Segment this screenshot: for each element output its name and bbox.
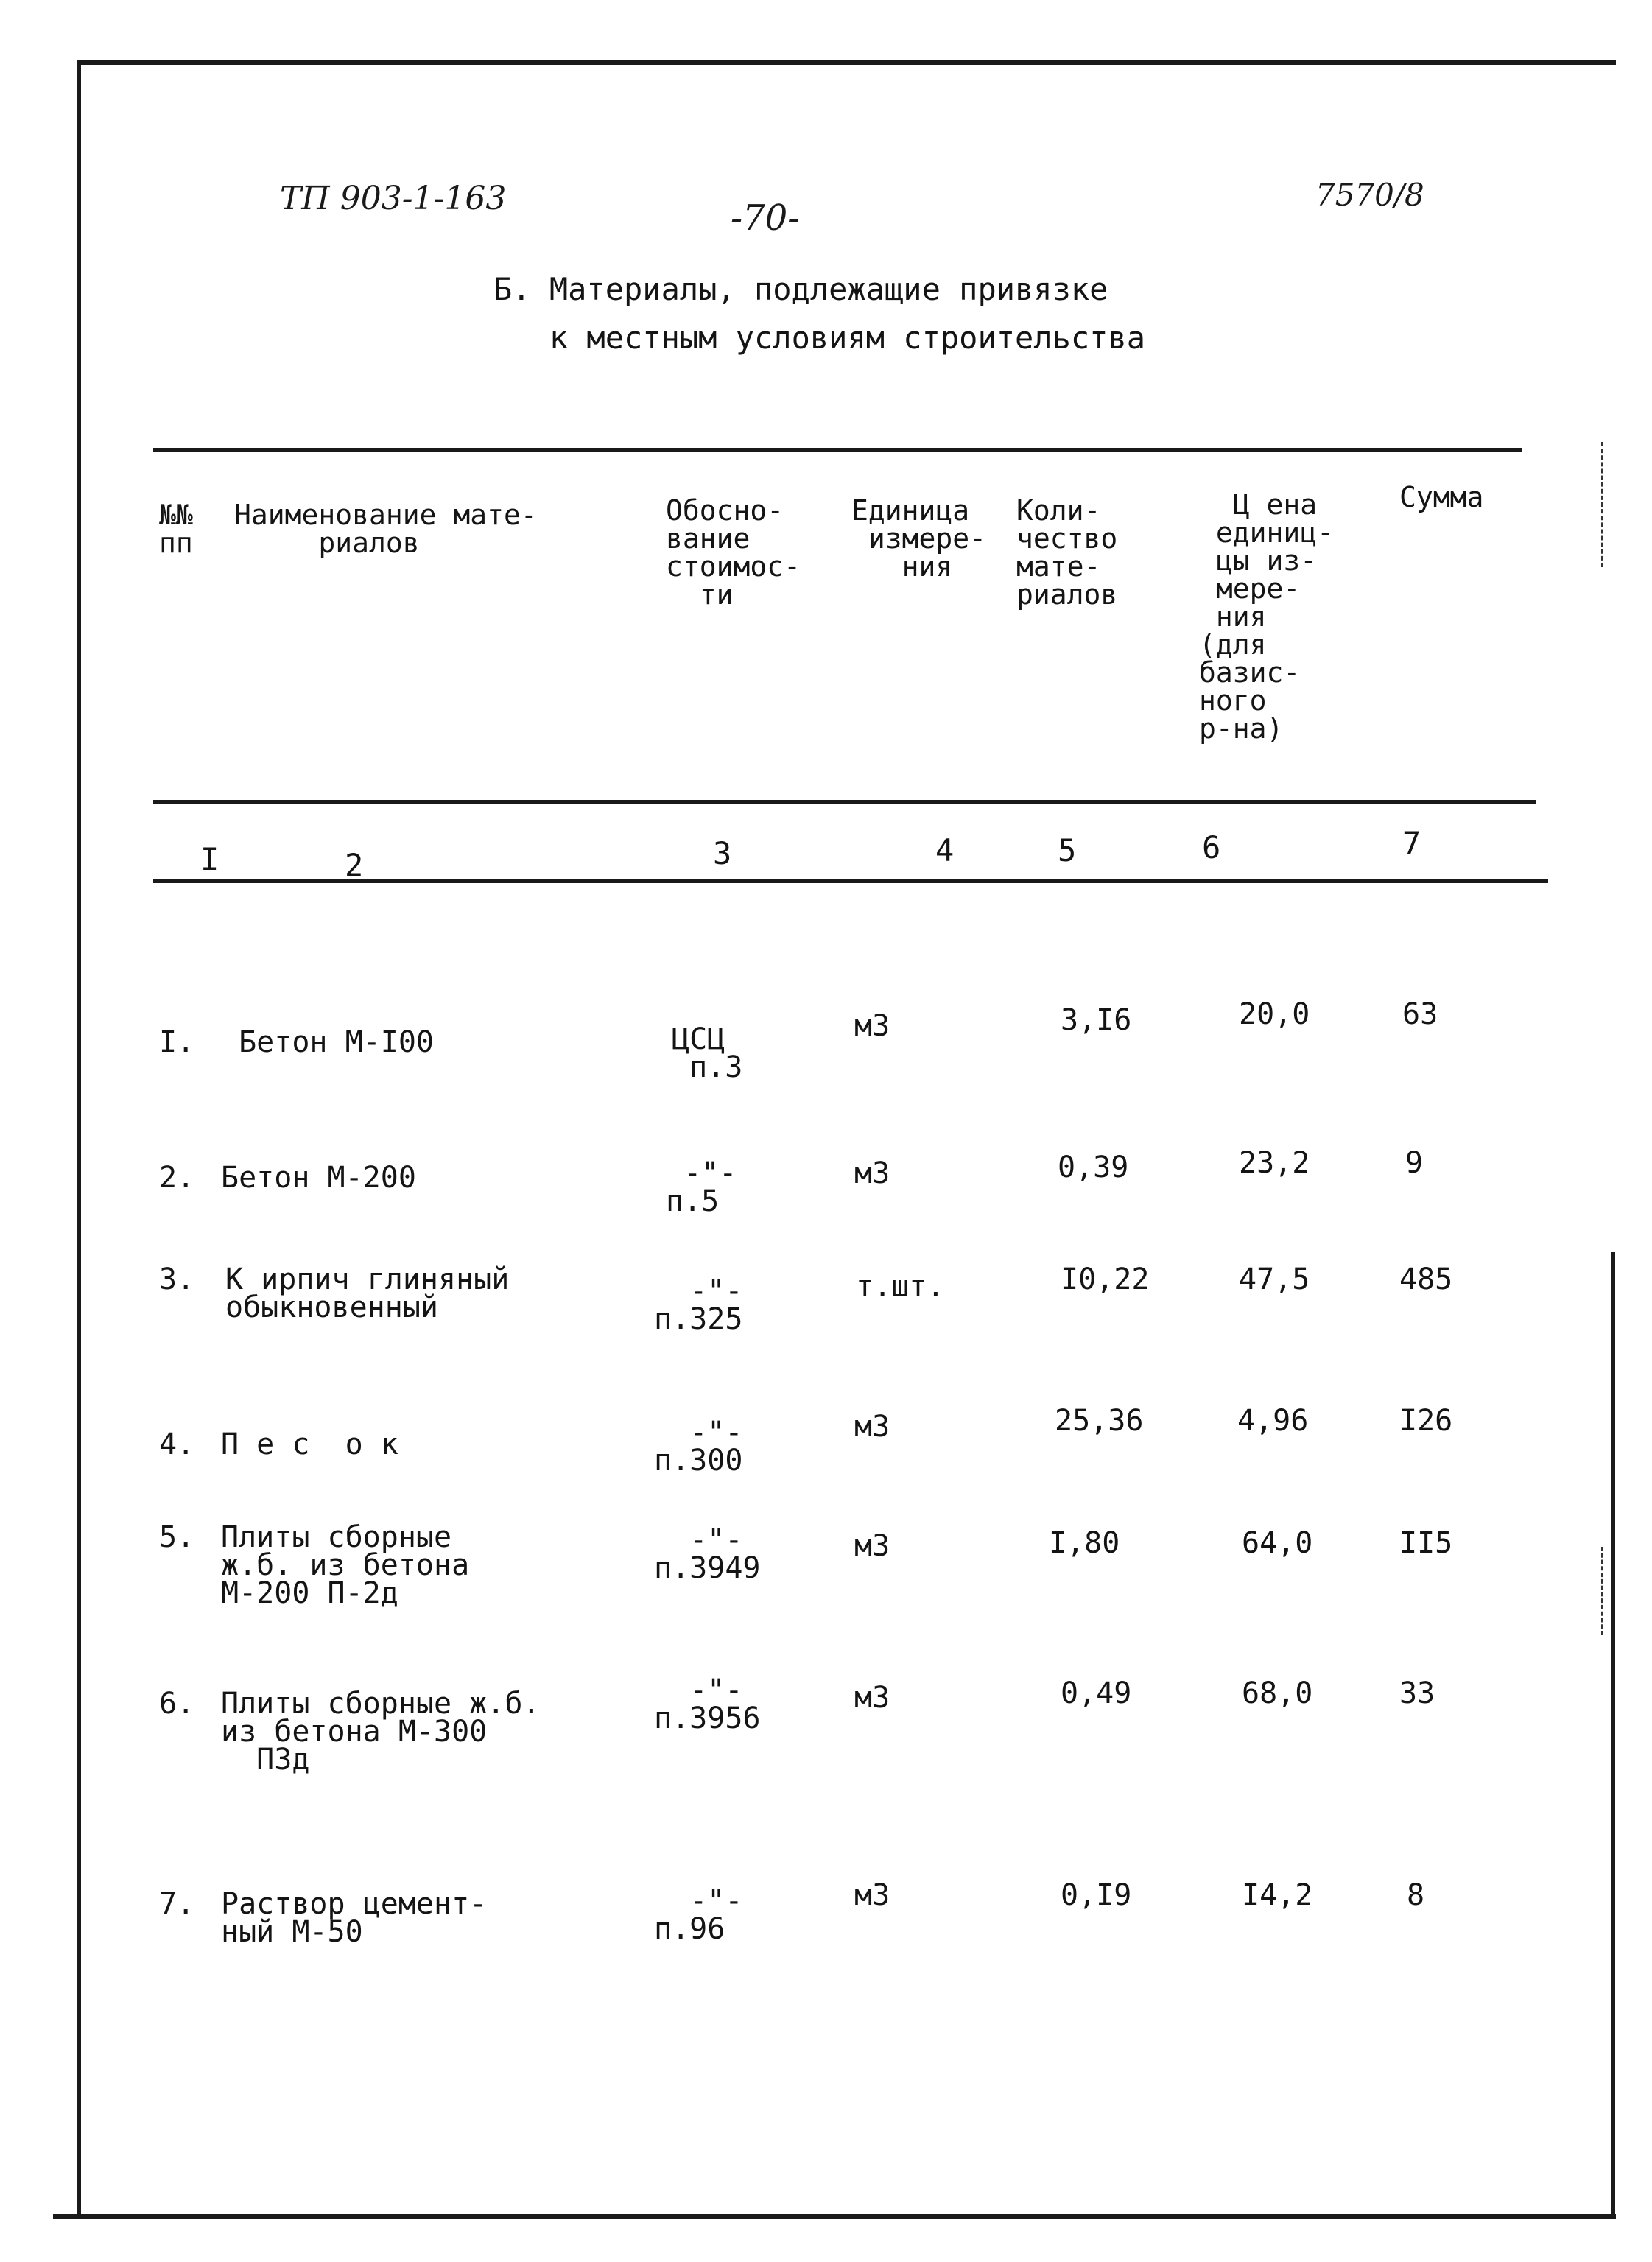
unit-price: 47,5 xyxy=(1239,1262,1310,1296)
sum: 63 xyxy=(1402,997,1438,1031)
material-name: Плиты сборные ж.б. из бетона М-200 П-2д xyxy=(221,1520,470,1610)
material-name: П е с о к xyxy=(221,1427,398,1461)
unit: м3 xyxy=(854,1009,890,1043)
column-header-quantity: Коли- чество мате- риалов xyxy=(1016,494,1118,611)
sum: I26 xyxy=(1399,1404,1453,1438)
quantity: I,80 xyxy=(1049,1526,1120,1560)
cost-basis: -"- п.3956 xyxy=(654,1673,761,1735)
column-header-sum: Сумма xyxy=(1399,481,1484,513)
column-header-name: Наименование мате- риалов xyxy=(234,499,538,559)
sum: 8 xyxy=(1407,1878,1425,1912)
column-header-unit: Единица измере- ния xyxy=(851,494,987,583)
quantity: 0,49 xyxy=(1061,1676,1132,1710)
table-header-rule xyxy=(153,800,1536,804)
cost-basis: -"- п.3949 xyxy=(654,1523,761,1585)
frame-bottom-border xyxy=(53,2214,1616,2219)
column-number: 6 xyxy=(1202,829,1221,865)
edge-mark-upper xyxy=(1601,442,1603,567)
row-number: 3. xyxy=(159,1262,195,1296)
quantity: 25,36 xyxy=(1055,1404,1144,1438)
column-number: 7 xyxy=(1402,825,1421,861)
unit-price: 64,0 xyxy=(1242,1526,1313,1560)
column-number: 5 xyxy=(1058,832,1077,868)
quantity: 0,I9 xyxy=(1061,1878,1132,1912)
unit-price: I4,2 xyxy=(1242,1878,1313,1912)
unit: м3 xyxy=(854,1681,890,1715)
row-number: 6. xyxy=(159,1687,195,1721)
table-top-rule xyxy=(153,448,1522,452)
title-line-2: к местным условиям строительства xyxy=(549,320,1146,356)
unit-price: 4,96 xyxy=(1237,1404,1309,1438)
column-header-no: №№ пп xyxy=(159,499,193,559)
quantity: I0,22 xyxy=(1061,1262,1150,1296)
material-name: К ирпич глиняный обыкновенный xyxy=(225,1262,510,1324)
quantity: 0,39 xyxy=(1058,1151,1129,1184)
column-header-unit-price: Ц ена единиц- цы из- мере- ния (для базис- ного р-на) xyxy=(1199,488,1335,745)
section-title xyxy=(493,265,1145,362)
unit: м3 xyxy=(854,1156,890,1190)
cost-basis: ЦСЦ п.3 xyxy=(672,1022,743,1084)
sum: II5 xyxy=(1399,1526,1453,1560)
frame-right-border xyxy=(1611,1252,1615,2219)
column-number: 2 xyxy=(345,847,364,883)
column-header-basis: Обосно- вание стоимос- ти xyxy=(666,494,801,611)
frame-left-border xyxy=(77,60,81,2219)
unit-price: 68,0 xyxy=(1242,1676,1313,1710)
row-number: 5. xyxy=(159,1520,195,1554)
frame-top-border xyxy=(77,60,1616,65)
edge-mark-lower xyxy=(1601,1547,1603,1635)
cost-basis: -"- п.325 xyxy=(654,1274,743,1336)
unit: м3 xyxy=(854,1410,890,1444)
cost-basis: -"- п.300 xyxy=(654,1416,743,1478)
row-number: 4. xyxy=(159,1427,195,1461)
sum: 9 xyxy=(1405,1146,1424,1180)
row-number: 7. xyxy=(159,1887,195,1921)
sum: 485 xyxy=(1399,1262,1453,1296)
row-number: 2. xyxy=(159,1161,195,1195)
material-name: Плиты сборные ж.б. из бетона М-300 П3д xyxy=(221,1687,541,1777)
title-line-1: Б. Материалы, подлежащие привязке xyxy=(493,271,1108,307)
unit-price: 20,0 xyxy=(1239,997,1310,1031)
cost-basis: -"- п.5 xyxy=(666,1156,737,1218)
material-name: Бетон М-200 xyxy=(221,1161,416,1195)
material-name: Раствор цемент- ный М-50 xyxy=(221,1887,488,1949)
material-name: Бетон М-I00 xyxy=(221,1025,434,1059)
doc-code: ТП 903-1-163 xyxy=(280,180,507,217)
column-number: 4 xyxy=(935,832,955,868)
unit: м3 xyxy=(854,1529,890,1563)
unit: т.шт. xyxy=(856,1270,945,1304)
unit-price: 23,2 xyxy=(1239,1146,1310,1180)
sheet-code: 7570/8 xyxy=(1315,177,1424,213)
row-number: I. xyxy=(159,1025,195,1059)
page-number: -70- xyxy=(731,197,800,239)
column-number: I xyxy=(200,841,219,877)
unit: м3 xyxy=(854,1878,890,1912)
cost-basis: -"- п.96 xyxy=(654,1884,743,1946)
column-number: 3 xyxy=(713,835,732,871)
sum: 33 xyxy=(1399,1676,1435,1710)
quantity: 3,I6 xyxy=(1061,1003,1132,1037)
